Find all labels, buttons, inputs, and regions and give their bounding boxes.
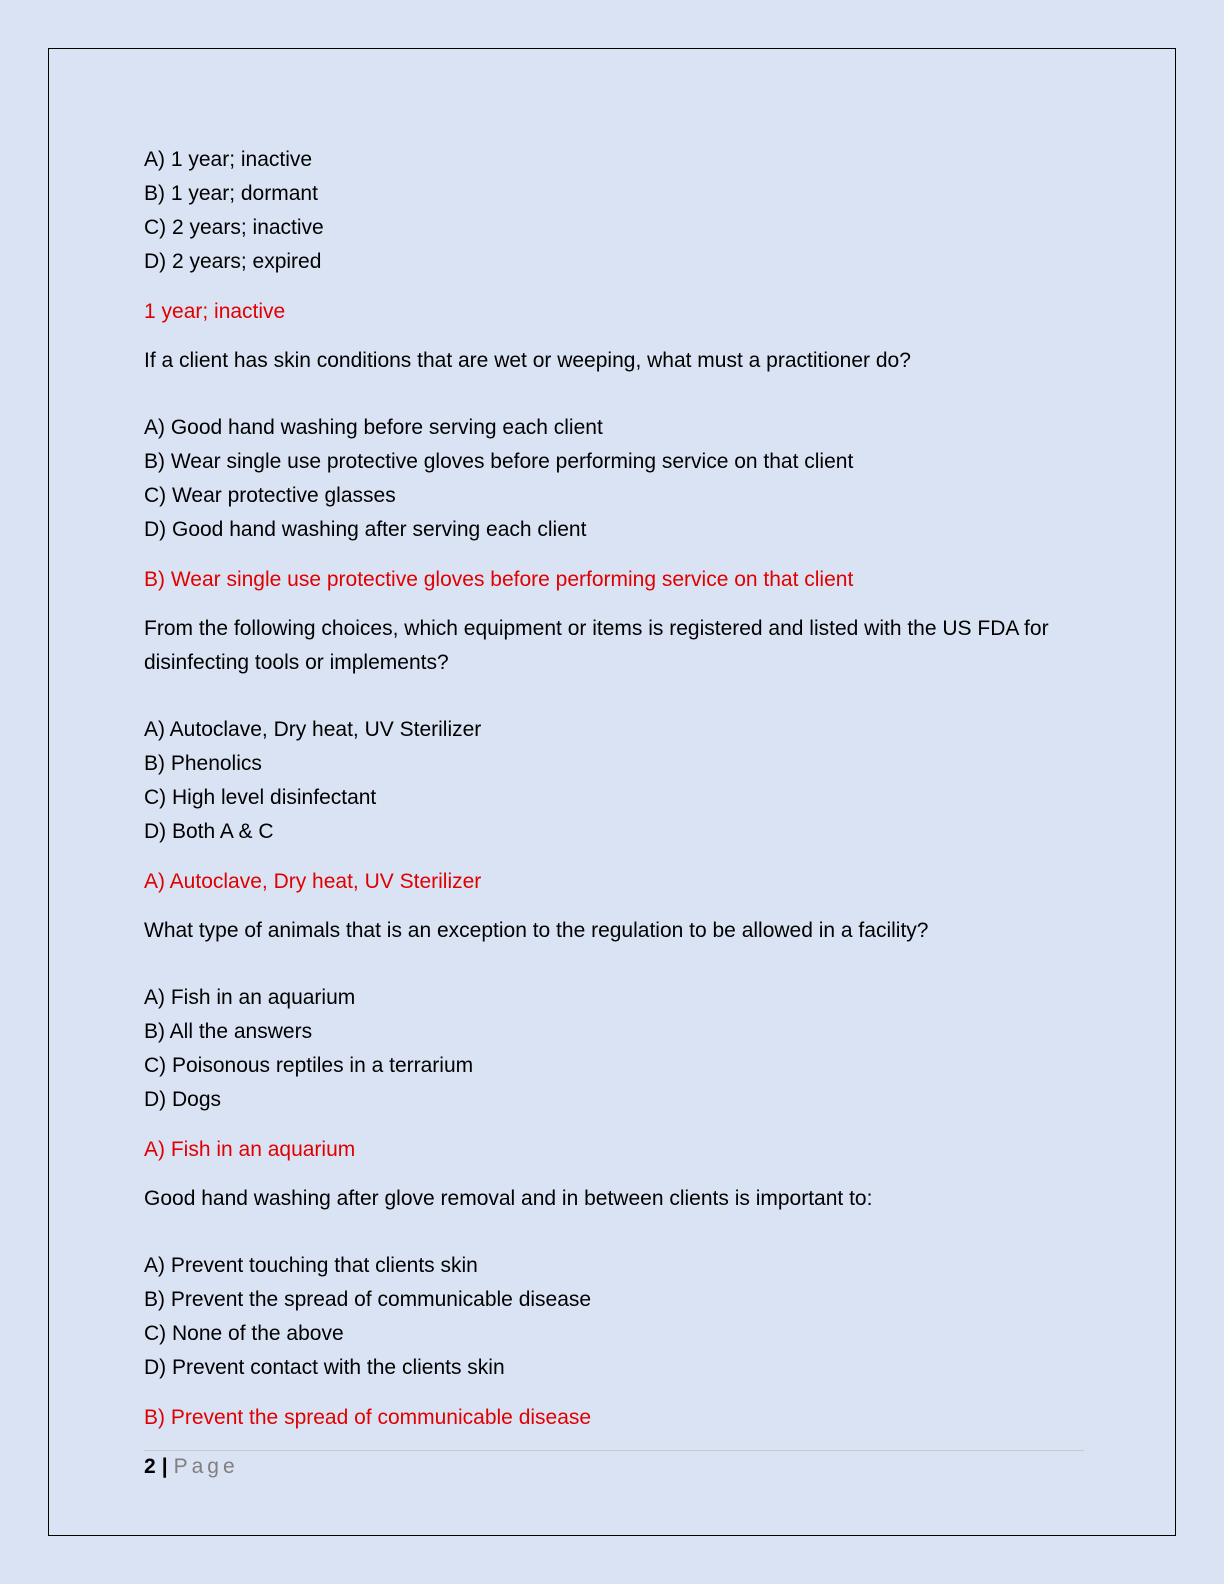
option-c: C) 2 years; inactive (144, 216, 324, 239)
option-b: B) Phenolics (144, 752, 262, 775)
option-a: A) 1 year; inactive (144, 148, 313, 171)
option-c: C) None of the above (144, 1322, 344, 1345)
option-a: A) Good hand washing before serving each client (144, 416, 603, 439)
question-text: What type of animals that is an exception to the regulation to be allowed in a facility? (144, 919, 929, 942)
option-list (144, 411, 1084, 547)
option-d: D) Prevent contact with the clients skin (144, 1356, 505, 1379)
document-body (144, 143, 1084, 1450)
qa-block-1 (144, 143, 1084, 329)
qa-block-2 (144, 344, 1084, 597)
option-list (144, 713, 1084, 849)
qa-block-3 (144, 612, 1084, 899)
option-d: D) Good hand washing after serving each client (144, 518, 587, 541)
option-b: B) Wear single use protective gloves before performing service on that client (144, 450, 854, 473)
option-d: D) Dogs (144, 1088, 222, 1111)
option-d: D) Both A & C (144, 820, 274, 843)
option-c: C) Poisonous reptiles in a terrarium (144, 1054, 474, 1077)
option-b: B) 1 year; dormant (144, 182, 318, 205)
footer-separator: | (161, 1455, 168, 1478)
option-list (144, 981, 1084, 1117)
question-text: If a client has skin conditions that are wet or weeping, what must a practitioner do? (144, 349, 911, 372)
option-a: A) Fish in an aquarium (144, 986, 356, 1009)
option-c: C) Wear protective glasses (144, 484, 396, 507)
answer-text: 1 year; inactive (144, 300, 286, 323)
page-label: Page (173, 1455, 239, 1478)
page-footer (144, 1452, 239, 1482)
option-d: D) 2 years; expired (144, 250, 322, 273)
answer-text: B) Wear single use protective gloves before performing service on that client (144, 568, 854, 591)
option-c: C) High level disinfectant (144, 786, 377, 809)
option-list (144, 1249, 1084, 1385)
answer-text: A) Fish in an aquarium (144, 1138, 356, 1161)
option-b: B) Prevent the spread of communicable disease (144, 1288, 592, 1311)
option-a: A) Prevent touching that clients skin (144, 1254, 478, 1277)
qa-block-4 (144, 914, 1084, 1167)
option-list (144, 143, 1084, 279)
answer-text: B) Prevent the spread of communicable disease (144, 1406, 592, 1429)
question-text: From the following choices, which equipment or items is registered and listed with the US FDA for disinfecting tools or implements? (144, 617, 1049, 674)
option-a: A) Autoclave, Dry heat, UV Sterilizer (144, 718, 482, 741)
answer-text: A) Autoclave, Dry heat, UV Sterilizer (144, 870, 482, 893)
qa-block-5 (144, 1182, 1084, 1435)
page-number: 2 (144, 1455, 156, 1478)
question-text: Good hand washing after glove removal and in between clients is important to: (144, 1187, 873, 1210)
footer-divider (144, 1450, 1084, 1451)
option-b: B) All the answers (144, 1020, 313, 1043)
